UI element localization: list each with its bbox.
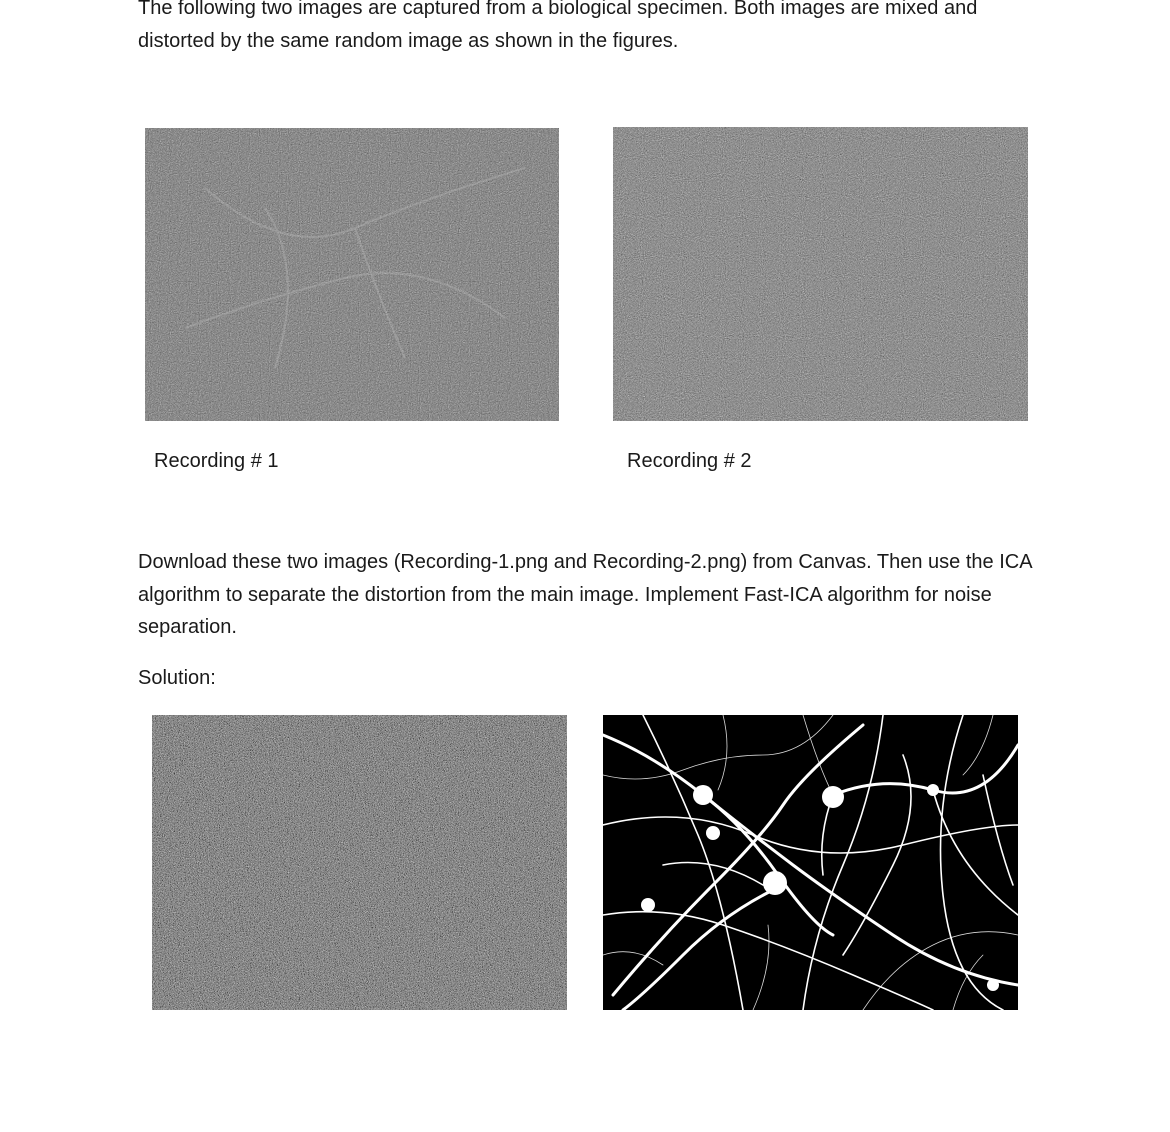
recording-1-caption: Recording # 1 (154, 450, 279, 472)
intro-paragraph: The following two images are captured from a biological specimen. Both images are mixed and distorted by the same random image as shown in the figures. (138, 0, 978, 52)
recording-2-caption: Recording # 2 (627, 450, 752, 472)
separated-noise-image (152, 715, 567, 1010)
recording-1-image (145, 128, 559, 421)
solution-label: Solution: (138, 667, 216, 689)
recording-2-image (613, 127, 1028, 421)
separated-neuron-image (603, 715, 1018, 1010)
task-paragraph: Download these two images (Recording-1.png and Recording-2.png) from Canvas. Then use the ICA algorithm to separate the distortion from the main image. Implement Fast-ICA algorithm for noise separation. (138, 551, 1032, 638)
